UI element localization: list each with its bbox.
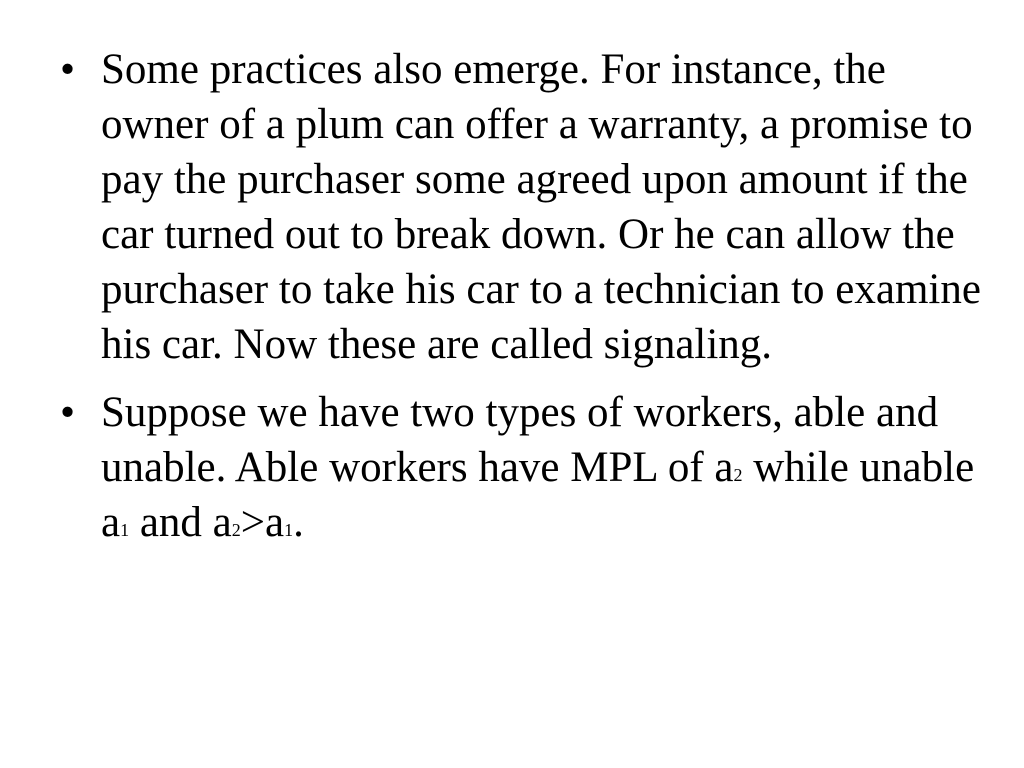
bullet-dot-icon: • xyxy=(60,389,76,436)
text-segment: while unable a xyxy=(101,444,975,546)
subscript: 1 xyxy=(284,520,294,540)
subscript: 2 xyxy=(231,520,241,540)
bullet-text: Some practices also emerge. For instance, the owner of a plum can offer a warranty, a promise to pay the purchaser some agreed upon amount if the car turned out to break down. Or he can allow the purchaser to take his car to a technician to examine his car. Now these are called signaling. xyxy=(101,46,981,368)
text-segment: Suppose we have two types of workers, able and unable. Able workers have MPL of a xyxy=(101,389,939,491)
text-segment: >a xyxy=(240,499,285,546)
text-segment: . xyxy=(293,499,304,546)
bullet-list xyxy=(0,42,1024,563)
text-segment: and a xyxy=(129,499,232,546)
subscript: 2 xyxy=(733,465,743,485)
subscript: 1 xyxy=(120,520,130,540)
bullet-item-workers xyxy=(0,385,1024,550)
bullet-dot-icon: • xyxy=(60,46,76,93)
bullet-text xyxy=(101,389,974,546)
bullet-item-signaling xyxy=(0,42,1024,372)
